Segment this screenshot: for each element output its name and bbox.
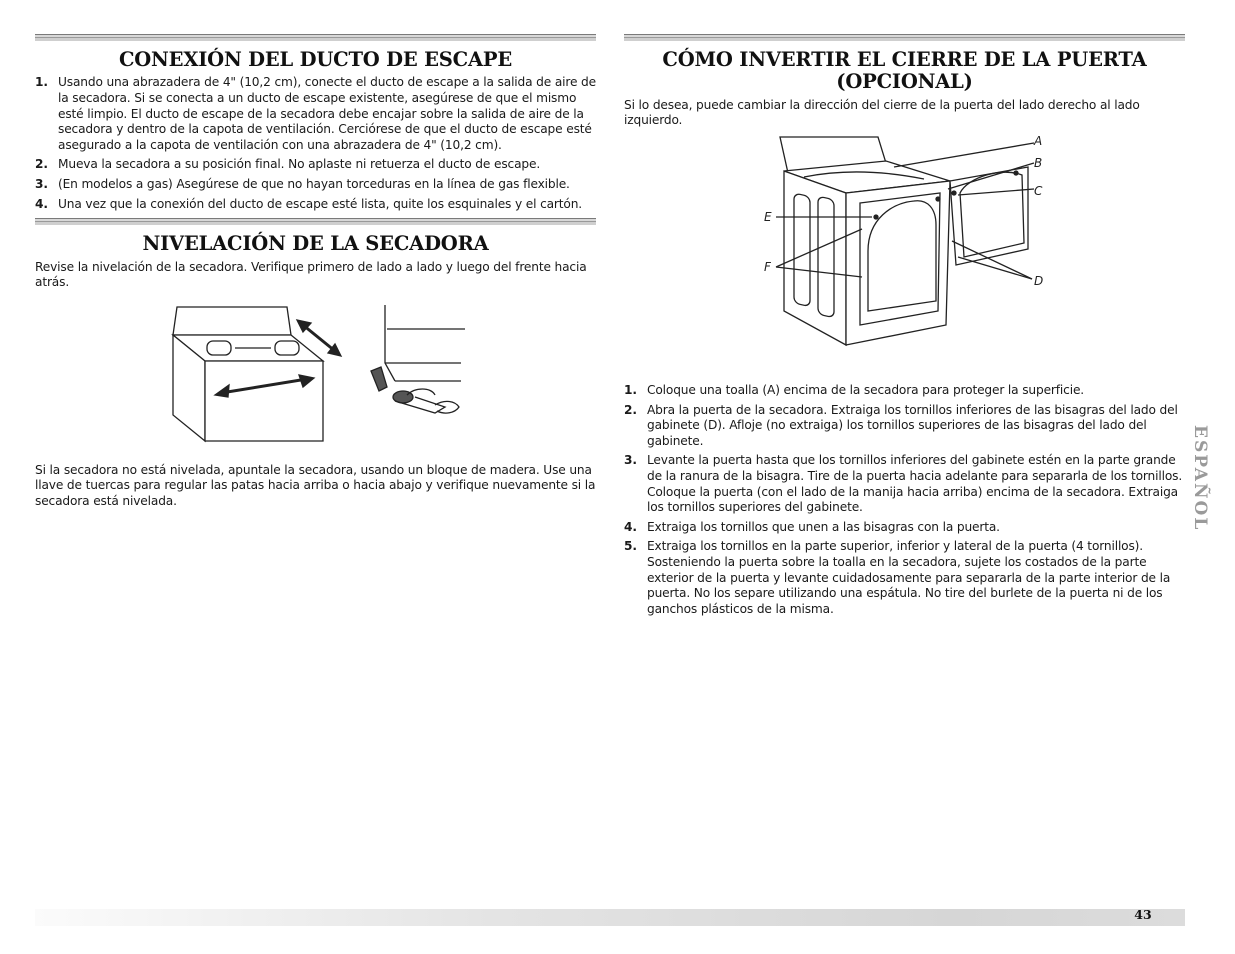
left-column [35, 34, 596, 510]
dryer-leveling-illustration [35, 301, 596, 459]
footer-bar [35, 909, 1185, 926]
list-item: 1. Coloque una toalla (A) encima de la secadora para proteger la superficie. [624, 383, 1085, 398]
label-c: C [1034, 184, 1043, 199]
list-item: 4. Extraiga los tornillos que unen a las bisagras con la puerta. [624, 519, 1000, 534]
section-rule [624, 34, 1185, 41]
list-item: 1. Usando una abrazadera de 4" (10,2 cm), conecte el ducto de escape a la salida de aire de la secadora. Si se conecta a un ducto de escape existente, asegúrese de que el mismo esté limpio. El ducto de escape de la secadora debe encajar sobre la salida de aire de la secadora y dentro de la capota de ventilación. Cerciórese de que el ducto de escape esté asegurado a la capota de ventilación con una abrazadera de 4" (10,2 cm). [35, 75, 596, 152]
label-a: A [1034, 134, 1043, 149]
right-column [624, 34, 1185, 621]
list-item: 3. Levante la puerta hasta que los tornillos inferiores del gabinete estén en la parte grande de la ranura de la bisagra. Tire de la puerta hacia adelante para separarla de los tornillos. Coloque la puerta (con el lado de la manija hacia arriba) encima de la secadora. Extraiga los tornillos superiores del gabinete. [624, 453, 1183, 515]
list-item: 2. Abra la puerta de la secadora. Extraiga los tornillos inferiores de las bisagras del lado del gabinete (D). Afloje (no extraiga) los tornillos superiores de las bisagras del lado del gabinete. [624, 402, 1178, 448]
door-intro: Si lo desea, puede cambiar la dirección del cierre de la puerta del lado derecho al lado izquierdo. [624, 97, 1140, 128]
section-rule [35, 34, 596, 41]
list-item: 3. (En modelos a gas) Asegúrese de que no hayan torceduras en la línea de gas flexible. [35, 176, 570, 191]
label-b: B [1034, 156, 1043, 171]
label-f: F [764, 260, 771, 275]
leveling-figure [35, 301, 596, 459]
section-title-exhaust: CONEXIÓN DEL DUCTO DE ESCAPE [118, 48, 513, 71]
leveling-intro: Revise la nivelación de la secadora. Verifique primero de lado a lado y luego del frente hacia atrás. [35, 259, 587, 290]
list-item: 4. Una vez que la conexión del ducto de escape esté lista, quite los esquinales y el cartón. [35, 196, 583, 211]
leveling-outro: Si la secadora no está nivelada, apuntale la secadora, usando un bloque de madera. Use una llave de tuercas para regular las patas hacia arriba o hacia abajo y verifique nuevamente si la secadora está nivelada. [35, 462, 596, 508]
section-rule [35, 218, 596, 225]
language-tab: ESPAÑOL [1190, 425, 1210, 532]
section-title-leveling: NIVELACIÓN DE LA SECADORA [142, 232, 489, 256]
label-d: D [1034, 274, 1044, 289]
dryer-door-illustration [624, 133, 1185, 373]
door-steps [624, 383, 1185, 617]
label-e: E [764, 210, 772, 225]
door-figure [624, 133, 1185, 373]
section-title-door: CÓMO INVERTIR EL CIERRE DE LA PUERTA (OPCIONAL) [662, 48, 1147, 94]
exhaust-steps [35, 75, 596, 212]
list-item: 5. Extraiga los tornillos en la parte superior, inferior y lateral de la puerta (4 tornillos). Sosteniendo la puerta sobre la toalla en la secadora, sujete los costados de la parte exterior de la puerta y levante cuidadosamente para separarla de la parte interior de la puerta. No los separe utilizando una espátula. No tire del burlete de la puerta ni de los ganchos plásticos de la misma. [624, 539, 1171, 616]
list-item: 2. Mueva la secadora a su posición final. No aplaste ni retuerza el ducto de escape. [35, 157, 541, 172]
page-number: 43 [1134, 907, 1152, 922]
